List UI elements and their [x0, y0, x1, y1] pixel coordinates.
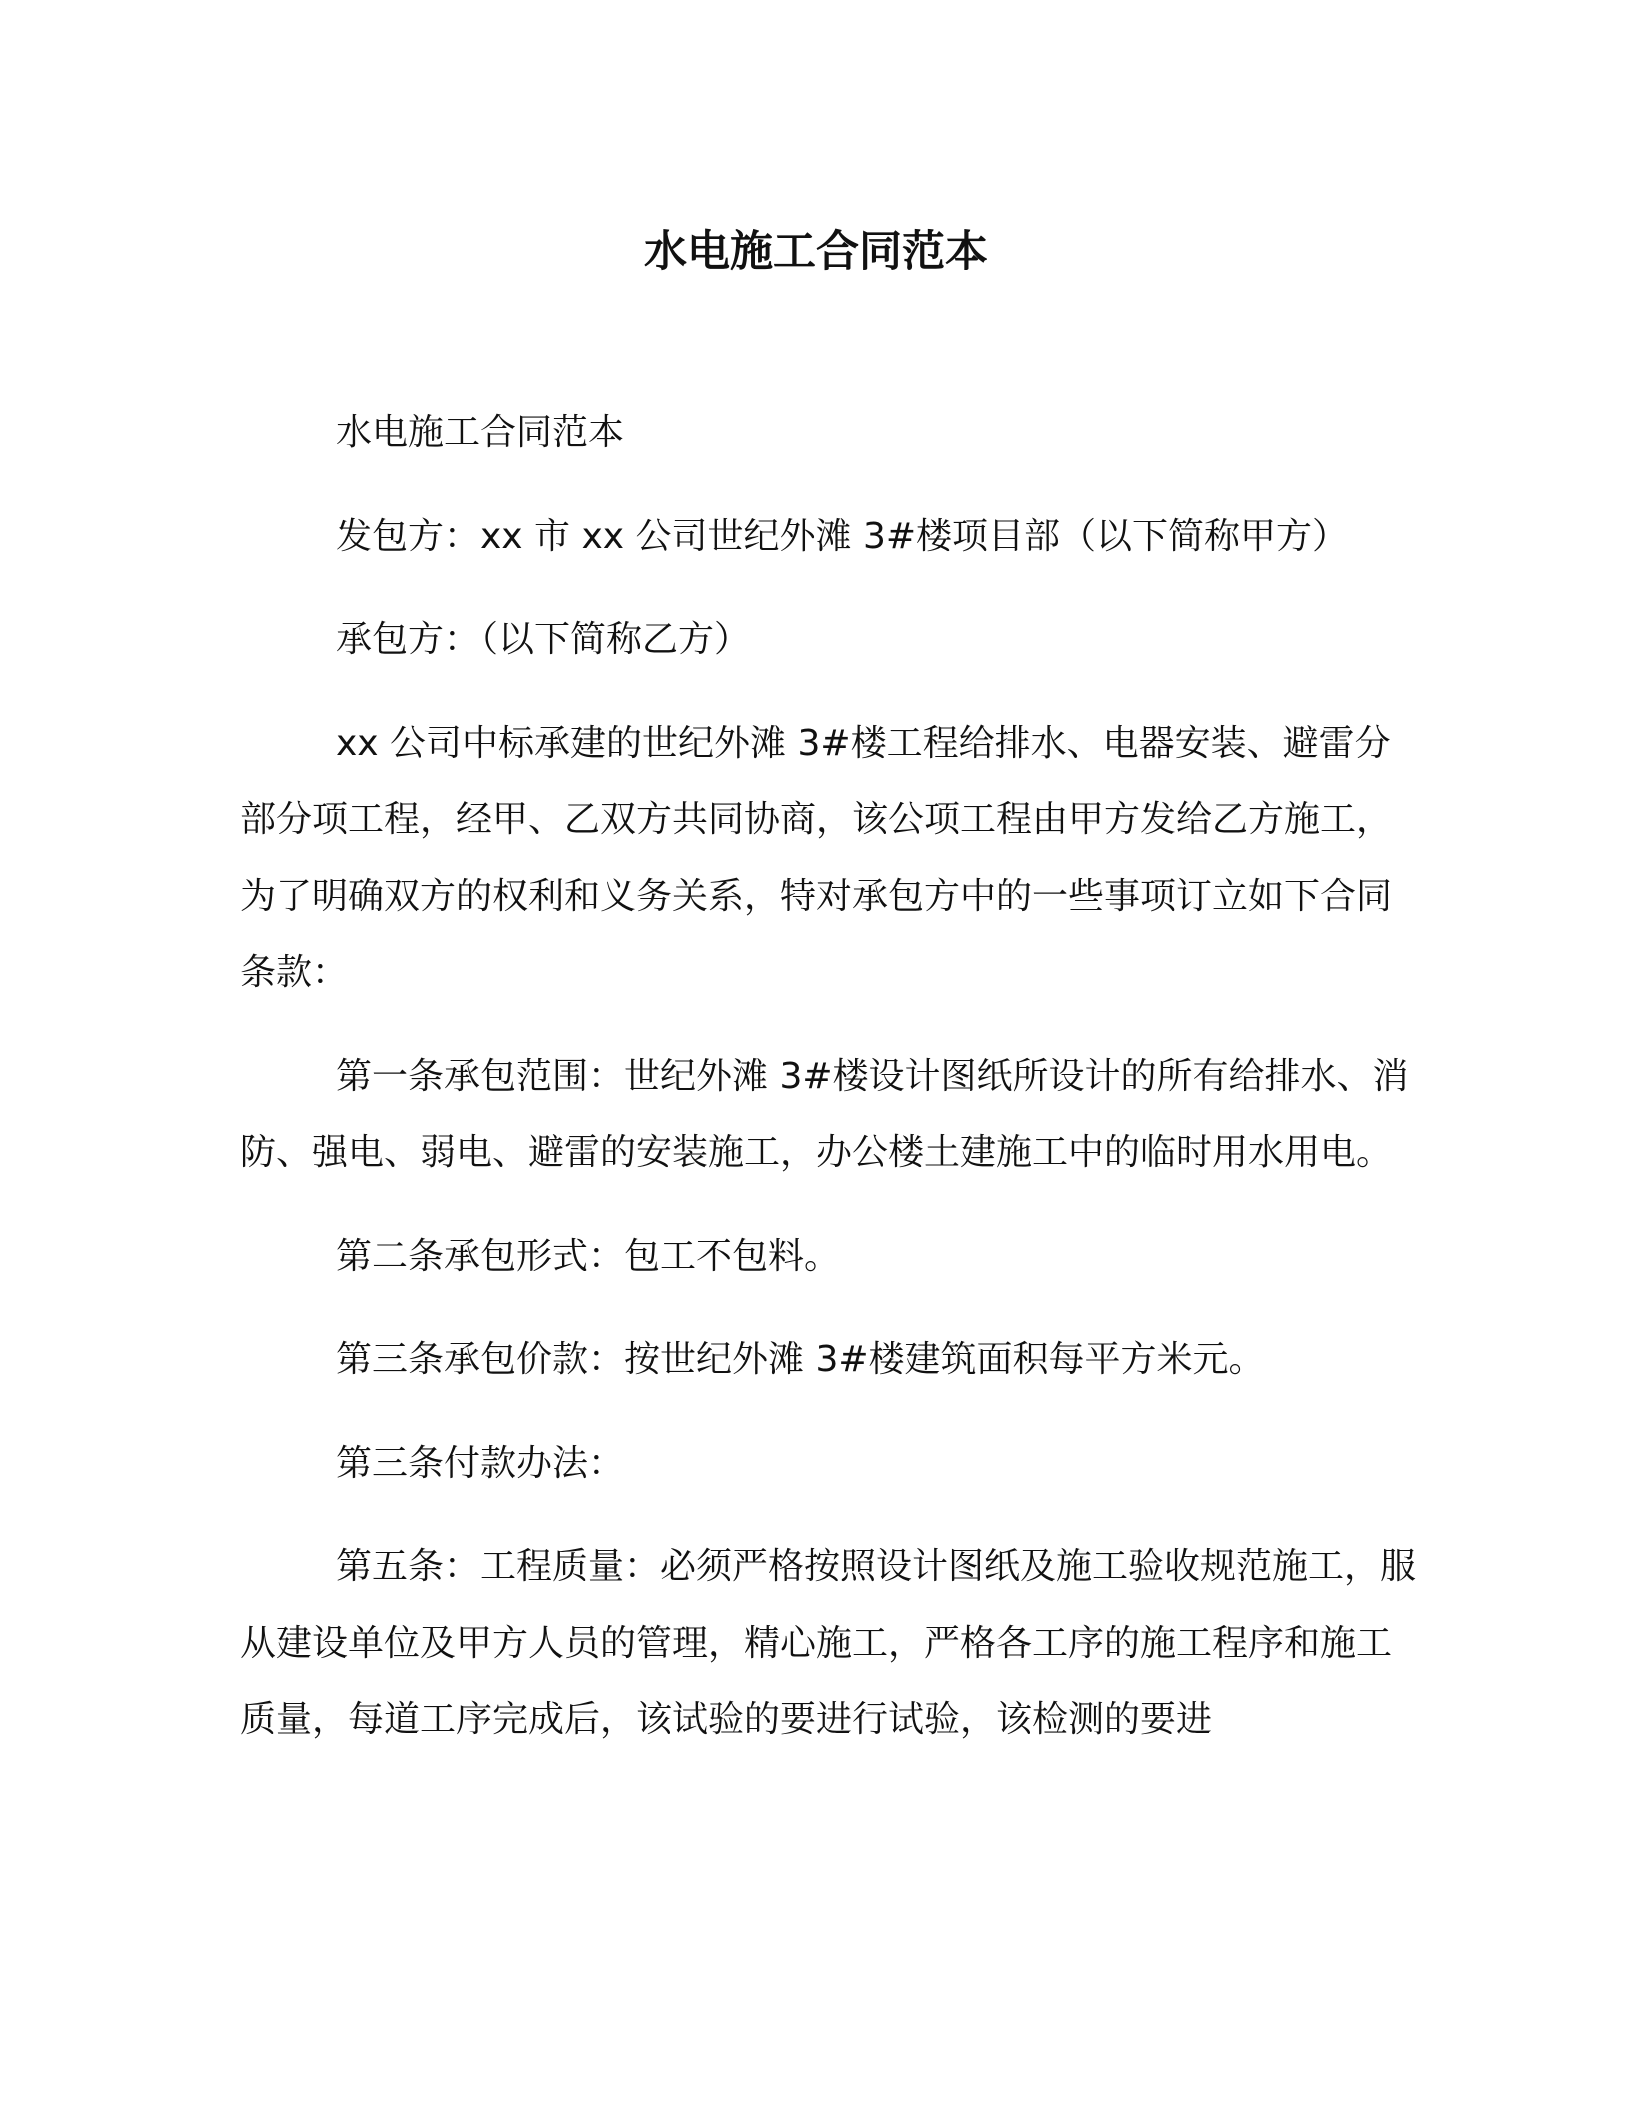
paragraph-heading: 水电施工合同范本 — [336, 412, 625, 453]
paragraph-article-3-payment: 第三条付款办法： — [336, 1442, 625, 1484]
paragraph-article-3-price: 第三条承包价款：按世纪外滩 3#楼建筑面积每平方米元。 — [336, 1339, 1265, 1380]
paragraph-employer: 发包方：xx 市 xx 公司世纪外滩 3#楼项目部（以下简称甲方） — [336, 515, 1349, 557]
paragraph-preamble: xx 公司中标承建的世纪外滩 3#楼工程给排水、电器安装、避雷分部分项工程，经甲、乙双方共同协商，该公项工程由甲方发给乙方施工，为了明确双方的权利和义务关系，特对承包方中的一些事项订立如下合同条款： — [240, 722, 1393, 993]
paragraph-contractor: 承包方：（以下简称乙方） — [336, 619, 751, 660]
document-title: 水电施工合同范本 — [644, 227, 988, 277]
document-body — [240, 395, 1420, 1786]
paragraph-article-2: 第二条承包形式：包工不包料。 — [336, 1235, 841, 1277]
paragraph-article-1: 第一条承包范围：世纪外滩 3#楼设计图纸所设计的所有给排水、消防、强电、弱电、避雷的安装施工，办公楼土建施工中的临时用水用电。 — [240, 1055, 1409, 1173]
paragraph-article-5: 第五条：工程质量：必须严格按照设计图纸及施工验收规范施工，服从建设单位及甲方人员的管理，精心施工，严格各工序的施工程序和施工质量，每道工序完成后，该试验的要进行试验，该检测的要进 — [240, 1546, 1417, 1740]
